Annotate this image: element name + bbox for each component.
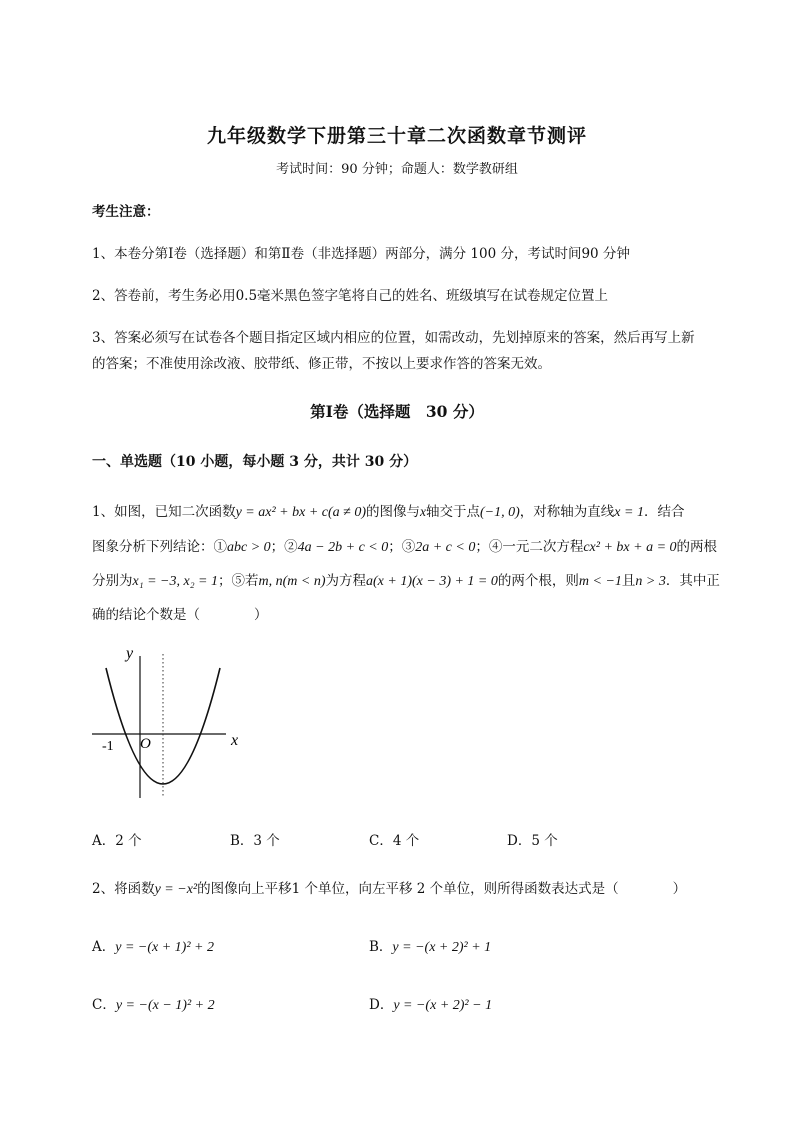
q1-option-c[interactable]: C．4 个 bbox=[369, 833, 420, 849]
q2-stem: 2、将函数y = −x²的图像向上平移1 个单位，向左平移 2 个单位，则所得函数表达式是（ ） bbox=[92, 881, 687, 897]
y-axis-label: y bbox=[126, 645, 134, 662]
section-title: 第Ⅰ卷（选择题 30 分） bbox=[310, 402, 484, 421]
notice-item: 2、答卷前，考生务必用0.5毫米黑色签字笔将自己的姓名、班级填写在试卷规定位置上 bbox=[92, 288, 609, 304]
notice-item: 1、本卷分第Ⅰ卷（选择题）和第Ⅱ卷（非选择题）两部分，满分 100 分，考试时间90 分钟 bbox=[92, 246, 630, 262]
q2-option-c[interactable]: C．y = −(x − 1)² + 2 bbox=[92, 997, 215, 1013]
q2-option-d[interactable]: D．y = −(x + 2)² − 1 bbox=[369, 997, 493, 1013]
q2-option-a[interactable]: A．y = −(x + 1)² + 2 bbox=[92, 939, 214, 955]
q1-option-d[interactable]: D．5 个 bbox=[507, 833, 558, 849]
x-axis-label: x bbox=[231, 732, 239, 749]
notice-heading: 考生注意： bbox=[92, 204, 160, 220]
notice-item: 的答案；不准使用涂改液、胶带纸、修正带，不按以上要求作答的答案无效。 bbox=[92, 356, 551, 372]
origin-label: O bbox=[140, 736, 151, 752]
q1-line4: 确的结论个数是（ ） bbox=[92, 607, 268, 623]
neg-one-label: -1 bbox=[102, 739, 114, 754]
parabola-figure bbox=[88, 640, 258, 810]
exam-info: 考试时间：90 分钟；命题人：数学教研组 bbox=[276, 162, 518, 177]
q1-option-b[interactable]: B．3 个 bbox=[230, 833, 280, 849]
q1-line2: 图象分析下列结论：①abc > 0；②4a − 2b + c < 0；③2a + c < 0；④一元二次方程cx² + bx + a = 0的两根 bbox=[92, 539, 718, 555]
part-title: 一、单选题（10 小题，每小题 3 分，共计 30 分） bbox=[92, 454, 418, 470]
notice-item: 3、答案必须写在试卷各个题目指定区域内相应的位置，如需改动，先划掉原来的答案，然后再写上新 bbox=[92, 330, 695, 346]
q1-line1: 1、如图，已知二次函数y = ax² + bx + c(a ≠ 0)的图像与x轴交于点(−1, 0)，对称轴为直线x = 1．结合 bbox=[92, 504, 685, 520]
page-title: 九年级数学下册第三十章二次函数章节测评 bbox=[206, 125, 587, 147]
q2-option-b[interactable]: B．y = −(x + 2)² + 1 bbox=[369, 939, 492, 955]
q1-option-a[interactable]: A．2 个 bbox=[92, 833, 142, 849]
q1-line3: 分别为x₁ = −3, x₂ = 1；⑤若m, n(m < n)为方程a(x + 1)(x − 3) + 1 = 0的两个根，则m < −1且n > 3．其中正 bbox=[92, 573, 720, 589]
